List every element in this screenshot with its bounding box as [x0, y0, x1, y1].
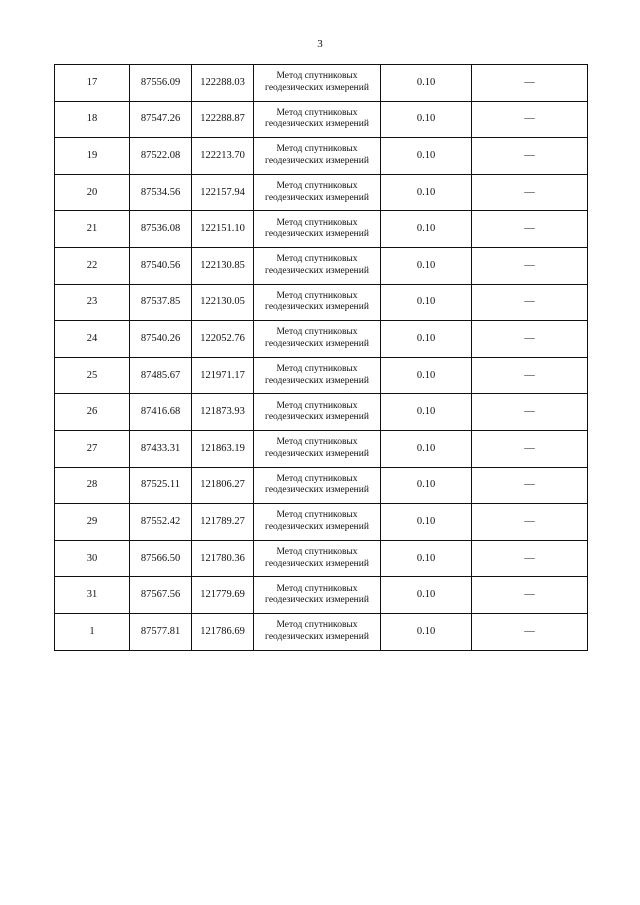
accuracy-cell: 0.10 [381, 284, 472, 321]
method-cell: Метод спутниковых геодезических измерений [254, 540, 381, 577]
y-coordinate-cell: 122288.03 [192, 65, 254, 102]
page-number: 3 [317, 38, 323, 50]
method-cell: Метод спутниковых геодезических измерений [254, 467, 381, 504]
method-cell: Метод спутниковых геодезических измерений [254, 321, 381, 358]
method-cell: Метод спутниковых геодезических измерений [254, 357, 381, 394]
point-number-cell: 22 [55, 247, 130, 284]
y-coordinate-cell: 122288.87 [192, 101, 254, 138]
point-number-cell: 26 [55, 394, 130, 431]
table-row [55, 211, 588, 248]
note-cell: — [472, 211, 588, 248]
x-coordinate-cell: 87547.26 [130, 101, 192, 138]
x-coordinate-cell: 87567.56 [130, 577, 192, 614]
note-cell: — [472, 138, 588, 175]
method-cell: Метод спутниковых геодезических измерений [254, 394, 381, 431]
y-coordinate-cell: 121786.69 [192, 613, 254, 650]
method-cell: Метод спутниковых геодезических измерений [254, 504, 381, 541]
point-number-cell: 18 [55, 101, 130, 138]
y-coordinate-cell: 121806.27 [192, 467, 254, 504]
table-row [55, 394, 588, 431]
x-coordinate-cell: 87433.31 [130, 430, 192, 467]
y-coordinate-cell: 121863.19 [192, 430, 254, 467]
point-number-cell: 31 [55, 577, 130, 614]
note-cell: — [472, 284, 588, 321]
y-coordinate-cell: 121789.27 [192, 504, 254, 541]
coordinates-table-body [55, 65, 588, 651]
table-row [55, 430, 588, 467]
method-cell: Метод спутниковых геодезических измерений [254, 138, 381, 175]
point-number-cell: 20 [55, 174, 130, 211]
accuracy-cell: 0.10 [381, 430, 472, 467]
point-number-cell: 30 [55, 540, 130, 577]
note-cell: — [472, 65, 588, 102]
coordinates-table [54, 64, 588, 651]
accuracy-cell: 0.10 [381, 247, 472, 284]
x-coordinate-cell: 87485.67 [130, 357, 192, 394]
y-coordinate-cell: 122052.76 [192, 321, 254, 358]
table-row [55, 321, 588, 358]
x-coordinate-cell: 87536.08 [130, 211, 192, 248]
y-coordinate-cell: 121873.93 [192, 394, 254, 431]
table-row [55, 577, 588, 614]
x-coordinate-cell: 87552.42 [130, 504, 192, 541]
table-row [55, 504, 588, 541]
x-coordinate-cell: 87416.68 [130, 394, 192, 431]
point-number-cell: 29 [55, 504, 130, 541]
note-cell: — [472, 577, 588, 614]
method-cell: Метод спутниковых геодезических измерений [254, 65, 381, 102]
accuracy-cell: 0.10 [381, 394, 472, 431]
point-number-cell: 1 [55, 613, 130, 650]
note-cell: — [472, 357, 588, 394]
table-row [55, 101, 588, 138]
x-coordinate-cell: 87540.56 [130, 247, 192, 284]
y-coordinate-cell: 122213.70 [192, 138, 254, 175]
note-cell: — [472, 101, 588, 138]
accuracy-cell: 0.10 [381, 504, 472, 541]
x-coordinate-cell: 87522.08 [130, 138, 192, 175]
accuracy-cell: 0.10 [381, 613, 472, 650]
y-coordinate-cell: 121780.36 [192, 540, 254, 577]
point-number-cell: 25 [55, 357, 130, 394]
x-coordinate-cell: 87525.11 [130, 467, 192, 504]
point-number-cell: 28 [55, 467, 130, 504]
method-cell: Метод спутниковых геодезических измерений [254, 247, 381, 284]
accuracy-cell: 0.10 [381, 357, 472, 394]
method-cell: Метод спутниковых геодезических измерений [254, 430, 381, 467]
y-coordinate-cell: 121779.69 [192, 577, 254, 614]
accuracy-cell: 0.10 [381, 138, 472, 175]
y-coordinate-cell: 122157.94 [192, 174, 254, 211]
note-cell: — [472, 430, 588, 467]
note-cell: — [472, 247, 588, 284]
note-cell: — [472, 613, 588, 650]
y-coordinate-cell: 122130.85 [192, 247, 254, 284]
note-cell: — [472, 321, 588, 358]
accuracy-cell: 0.10 [381, 65, 472, 102]
accuracy-cell: 0.10 [381, 174, 472, 211]
table-row [55, 357, 588, 394]
point-number-cell: 23 [55, 284, 130, 321]
table-row [55, 247, 588, 284]
method-cell: Метод спутниковых геодезических измерений [254, 577, 381, 614]
table-row [55, 540, 588, 577]
table-row [55, 65, 588, 102]
method-cell: Метод спутниковых геодезических измерений [254, 174, 381, 211]
table-row [55, 284, 588, 321]
x-coordinate-cell: 87566.50 [130, 540, 192, 577]
point-number-cell: 21 [55, 211, 130, 248]
note-cell: — [472, 394, 588, 431]
table-row [55, 613, 588, 650]
note-cell: — [472, 174, 588, 211]
accuracy-cell: 0.10 [381, 577, 472, 614]
x-coordinate-cell: 87534.56 [130, 174, 192, 211]
note-cell: — [472, 540, 588, 577]
table-row [55, 174, 588, 211]
x-coordinate-cell: 87537.85 [130, 284, 192, 321]
point-number-cell: 24 [55, 321, 130, 358]
y-coordinate-cell: 121971.17 [192, 357, 254, 394]
note-cell: — [472, 467, 588, 504]
x-coordinate-cell: 87540.26 [130, 321, 192, 358]
method-cell: Метод спутниковых геодезических измерений [254, 211, 381, 248]
point-number-cell: 19 [55, 138, 130, 175]
y-coordinate-cell: 122151.10 [192, 211, 254, 248]
accuracy-cell: 0.10 [381, 101, 472, 138]
method-cell: Метод спутниковых геодезических измерений [254, 284, 381, 321]
table-row [55, 138, 588, 175]
table-row [55, 467, 588, 504]
accuracy-cell: 0.10 [381, 540, 472, 577]
point-number-cell: 17 [55, 65, 130, 102]
method-cell: Метод спутниковых геодезических измерений [254, 613, 381, 650]
point-number-cell: 27 [55, 430, 130, 467]
accuracy-cell: 0.10 [381, 321, 472, 358]
y-coordinate-cell: 122130.05 [192, 284, 254, 321]
method-cell: Метод спутниковых геодезических измерений [254, 101, 381, 138]
x-coordinate-cell: 87577.81 [130, 613, 192, 650]
note-cell: — [472, 504, 588, 541]
x-coordinate-cell: 87556.09 [130, 65, 192, 102]
accuracy-cell: 0.10 [381, 211, 472, 248]
accuracy-cell: 0.10 [381, 467, 472, 504]
